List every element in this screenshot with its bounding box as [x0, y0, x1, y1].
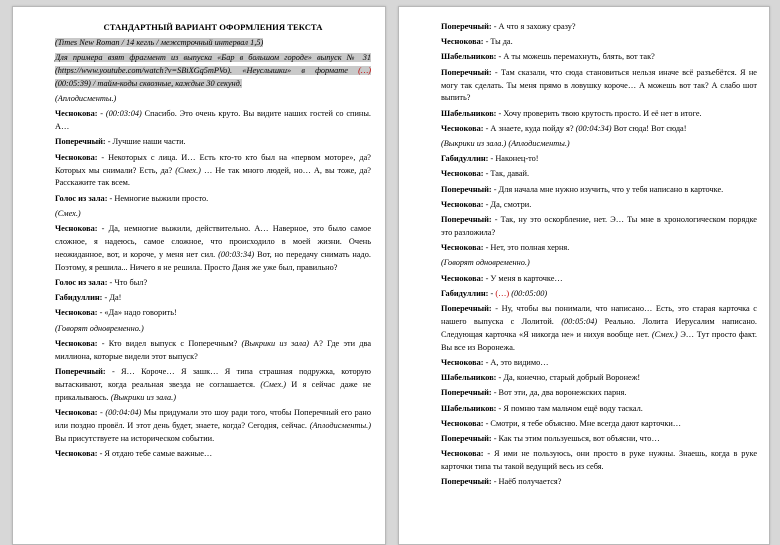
speaker-name: Чеснокова: — [55, 152, 98, 162]
speaker-name: Чеснокова: — [55, 224, 98, 234]
speaker-name: Голос из зала: — [55, 193, 108, 203]
speech-text: - — [97, 109, 106, 119]
speech-text: - Там сказали, что сюда становиться нельзя иначе всё разъебётся. Я не могу так сделать. Ты меня прямо в ловушку короче… А можешь вот так? А слабо шот выпить? — [441, 67, 757, 103]
speaker-name: Чеснокова: — [441, 357, 484, 367]
speech-text: Вот сюда! Вот сюда! — [611, 123, 687, 133]
speaker-name: Шабельников: — [441, 373, 497, 383]
dialogue-line — [441, 123, 757, 136]
speaker-name: Поперечный: — [441, 184, 492, 194]
stage-direction-text: (Говорят одновременно.) — [441, 258, 530, 268]
speaker-name: Чеснокова: — [441, 243, 484, 253]
dialogue-line — [441, 288, 757, 301]
speech-text: Мы придумали это шоу ради того, чтобы Поперечный его рано или поздно провёл. И этот день будет, знаете, когда? Сегодня, сейчас. — [55, 407, 371, 430]
dialogue-line — [441, 303, 757, 355]
dialogue-line — [441, 403, 757, 416]
inline-remark: (00:03:04) — [105, 109, 142, 119]
dialogue-line — [441, 418, 757, 431]
speech-text: - Я… Короче… Я зашк… Я типа страшная подружка, которую вытаскивают, когда реальная звезда не соглашается. — [55, 366, 371, 389]
stage-direction — [55, 323, 371, 336]
inline-remark: (Смех.) — [175, 165, 201, 175]
dialogue-line — [441, 67, 757, 106]
speech-text: - Некоторых с лица. И… Есть кто-то кто был на «первом моторе», да? Которых мы снимали? Есть, да? — [55, 152, 371, 175]
dialogue-line — [441, 168, 757, 181]
speech-text: - Да! — [102, 293, 122, 303]
speaker-name: Поперечный: — [441, 215, 492, 225]
dialogue-line — [441, 214, 757, 240]
speech-text: Реально. Лолита Иерусалим написано. Следующая карточка «Я никогда не» и нихуя вообще нет. — [441, 316, 757, 339]
dialogue-line — [55, 277, 371, 290]
stage-direction-text: (Смех.) — [55, 208, 81, 218]
speech-text: - Смотри, я тебе объясню. Мне всегда дают карточки… — [483, 418, 682, 428]
speaker-name: Шабельников: — [441, 108, 497, 118]
speaker-name: Габидуллин: — [441, 288, 489, 298]
speaker-name: Поперечный: — [441, 303, 492, 313]
inline-remark: (00:04:34) — [575, 123, 612, 133]
speaker-name: Чеснокова: — [55, 448, 98, 458]
document-title: СТАНДАРТНЫЙ ВАРИАНТ ОФОРМЛЕНИЯ ТЕКСТА — [103, 22, 323, 32]
speech-text: - — [97, 407, 106, 417]
speech-text: - У меня в карточке… — [483, 273, 563, 283]
speaker-name: Чеснокова: — [441, 169, 484, 179]
format-note — [55, 37, 371, 50]
dialogue-line — [55, 366, 371, 405]
source-note-text-a: Для примера взят фрагмент из выпуска «Бар в большом городе» выпуск № 31 (https://www.youtube.com/watch?v=SBiXGq5mPVo). «Неуслышки» в формате — [55, 53, 371, 76]
speech-text: - А знаете, куда пойду я? — [483, 123, 576, 133]
speech-text: - Наёб получается? — [491, 477, 562, 487]
speaker-name: Чеснокова: — [441, 418, 484, 428]
stage-direction — [55, 208, 371, 221]
stage-direction — [441, 138, 757, 151]
speaker-name: Чеснокова: — [55, 407, 98, 417]
stage-direction — [55, 93, 371, 106]
stage-direction-text: (Аплодисменты.) — [55, 94, 117, 104]
speech-text: Вы присутствуете на историческом событии. — [55, 433, 215, 443]
speaker-name: Чеснокова: — [441, 123, 484, 133]
speaker-name: Голос из зала: — [55, 277, 108, 287]
speech-text: - Немногие выжили просто. — [107, 193, 209, 203]
inline-remark: (00:05:04) — [561, 316, 598, 326]
speaker-name: Чеснокова: — [55, 308, 98, 318]
speaker-name: Чеснокова: — [441, 449, 484, 459]
speech-text: - А что я захожу сразу? — [491, 22, 576, 31]
dialogue-line — [441, 372, 757, 385]
speaker-name: Шабельников: — [441, 52, 497, 62]
speech-text: - Лучшие наши части. — [105, 137, 186, 147]
speech-text: Спасибо. Это очень круто. Вы видите наших гостей со спины. А… — [55, 109, 371, 132]
speech-text: - Хочу проверить твою крутость просто. И её нет в итоге. — [496, 108, 702, 118]
speech-text: - Да, немногие выжили, действительно. А… Наверное, это было самое сложное, я надеюсь, самое сложное, что происходило в моей жизни. Очень неожиданное, вот, и короче, у меня нет сил. — [55, 224, 371, 259]
speech-text: - Наконец-то! — [488, 154, 539, 164]
dialogue-line — [55, 193, 371, 206]
document-page-1 — [12, 6, 386, 545]
stage-direction-text: (Выкрики из зала.) (Аплодисменты.) — [441, 139, 570, 149]
speech-text: - А, это видимо… — [483, 357, 549, 367]
dialogue-line — [55, 136, 371, 149]
dialogue-line — [441, 242, 757, 255]
dialogue-line — [55, 292, 371, 305]
dialogue-line — [55, 108, 371, 134]
page-2-content — [441, 21, 757, 491]
dialogue-line — [55, 223, 371, 275]
speaker-name: Поперечный: — [441, 433, 492, 443]
dialogue-line — [441, 108, 757, 121]
stage-direction — [441, 257, 757, 270]
document-page-2 — [398, 6, 770, 545]
dialogue-line — [441, 433, 757, 446]
format-note-line-1: (Times New Roman / 14 кегль / межстрочный интервал 1,5) — [55, 37, 264, 47]
speech-text: - Ты да. — [483, 37, 513, 47]
speech-text: А? Где эти два миллиона, которые видели этот выпуск? — [55, 338, 371, 361]
dialogue-line — [441, 51, 757, 64]
dialogue-line — [441, 153, 757, 166]
page-1-content — [55, 21, 371, 463]
source-note-text-b: (00:05:39) / тайм-коды сквозные, каждые 30 секунд. — [55, 78, 242, 88]
speaker-name: Чеснокова: — [441, 199, 484, 209]
dialogue-line — [55, 152, 371, 191]
speech-text: - Так, ну это оскорбление, нет. Э… Ты мне в хронологическом порядке это разложила? — [441, 215, 757, 237]
speech-text: Вот, но передачу снимать надо. Поэтому, я решила... Ничего я не решила. Просто Даня же уже был, правильно? — [55, 249, 372, 272]
speech-text: - «Да» надо говорить! — [97, 308, 177, 318]
speech-text: - Для начала мне нужно изучить, что у тебя написано в карточке. — [491, 184, 724, 194]
speech-text: И я сейчас даже не прикалываюсь. — [55, 379, 371, 402]
speech-text: - Кто видел выпуск с Поперечным? — [97, 338, 242, 348]
inline-remark: (Выкрики из зала) — [241, 338, 310, 348]
inline-remark: (00:03:34) — [218, 249, 255, 259]
speech-text: - Вот эти, да, два воронежских парня. — [491, 388, 627, 398]
dialogue-line — [441, 387, 757, 400]
speaker-name: Поперечный: — [441, 22, 492, 31]
inline-remark: (00:05:00) — [511, 288, 548, 298]
source-note-marker: (…) — [358, 66, 371, 76]
dialogue-line — [441, 21, 757, 34]
dialogue-line — [441, 199, 757, 212]
speech-text: - Я отдаю тебе самые важные… — [97, 448, 213, 458]
speaker-name: Поперечный: — [55, 366, 106, 376]
stage-direction-text: (Говорят одновременно.) — [55, 323, 144, 333]
speech-text: Э… Тут просто факт. Вы все из Воронежа. — [441, 329, 757, 352]
dialogue-line — [441, 476, 757, 489]
speaker-name: Поперечный: — [441, 388, 492, 398]
dialogue-line — [441, 357, 757, 370]
speech-text: - Да, смотри. — [483, 199, 532, 209]
speaker-name: Чеснокова: — [55, 109, 98, 119]
inline-remark: (Выкрики из зала.) — [110, 392, 176, 402]
speaker-name: Габидуллин: — [55, 293, 103, 303]
speaker-name: Поперечный: — [55, 137, 106, 147]
dialogue-line — [55, 338, 371, 364]
speech-text: - Так, давай. — [483, 169, 530, 179]
speaker-name: Чеснокова: — [441, 273, 484, 283]
speech-text: … Не так много людей, но… А, вы тоже, да? Расскажите так всем. — [55, 165, 371, 188]
speech-text: - А ты можешь перемахнуть, блять, вот так? — [496, 52, 655, 62]
speech-text: - Нет, это полная херня. — [483, 243, 570, 253]
inaudible-marker: (…) — [495, 288, 510, 298]
speaker-name: Чеснокова: — [55, 338, 98, 348]
speaker-name: Чеснокова: — [441, 37, 484, 47]
dialogue-line — [441, 448, 757, 474]
inline-remark: (Аплодисменты.) — [309, 420, 371, 430]
dialogue-line — [55, 307, 371, 320]
inline-remark: (Смех.) — [651, 329, 678, 339]
source-note — [55, 52, 371, 91]
dialogue-line — [55, 448, 371, 461]
speech-text: - Я помню там мальчом ещё воду таскал. — [496, 403, 643, 413]
dialogue-line — [441, 36, 757, 49]
speaker-name: Поперечный: — [441, 477, 492, 487]
dialogue-line — [441, 184, 757, 197]
dialogue-line — [55, 407, 371, 446]
dialogue-line — [441, 273, 757, 286]
speech-text: - Да, конечно, старый добрый Воронеж! — [496, 373, 641, 383]
inline-remark: (Смех.) — [260, 379, 287, 389]
speaker-name: Шабельников: — [441, 403, 497, 413]
inline-remark: (00:04:04) — [105, 407, 142, 417]
speaker-name: Габидуллин: — [441, 154, 489, 164]
speech-text: - Я ими не пользуюсь, они просто в руке нужны. Знаешь, когда в руке карточки типа ты такой ведущий весь из себя. — [441, 449, 757, 472]
speaker-name: Поперечный: — [441, 67, 492, 77]
speech-text: - — [488, 288, 496, 298]
speech-text: - Ну, чтобы вы понимали, что написано… Есть, это старая карточка с нашего выпуска с Лолитой. — [441, 303, 757, 326]
speech-text: - Что был? — [107, 277, 148, 287]
speech-text: - Как ты этим пользуешься, вот объясни, что… — [491, 433, 660, 443]
